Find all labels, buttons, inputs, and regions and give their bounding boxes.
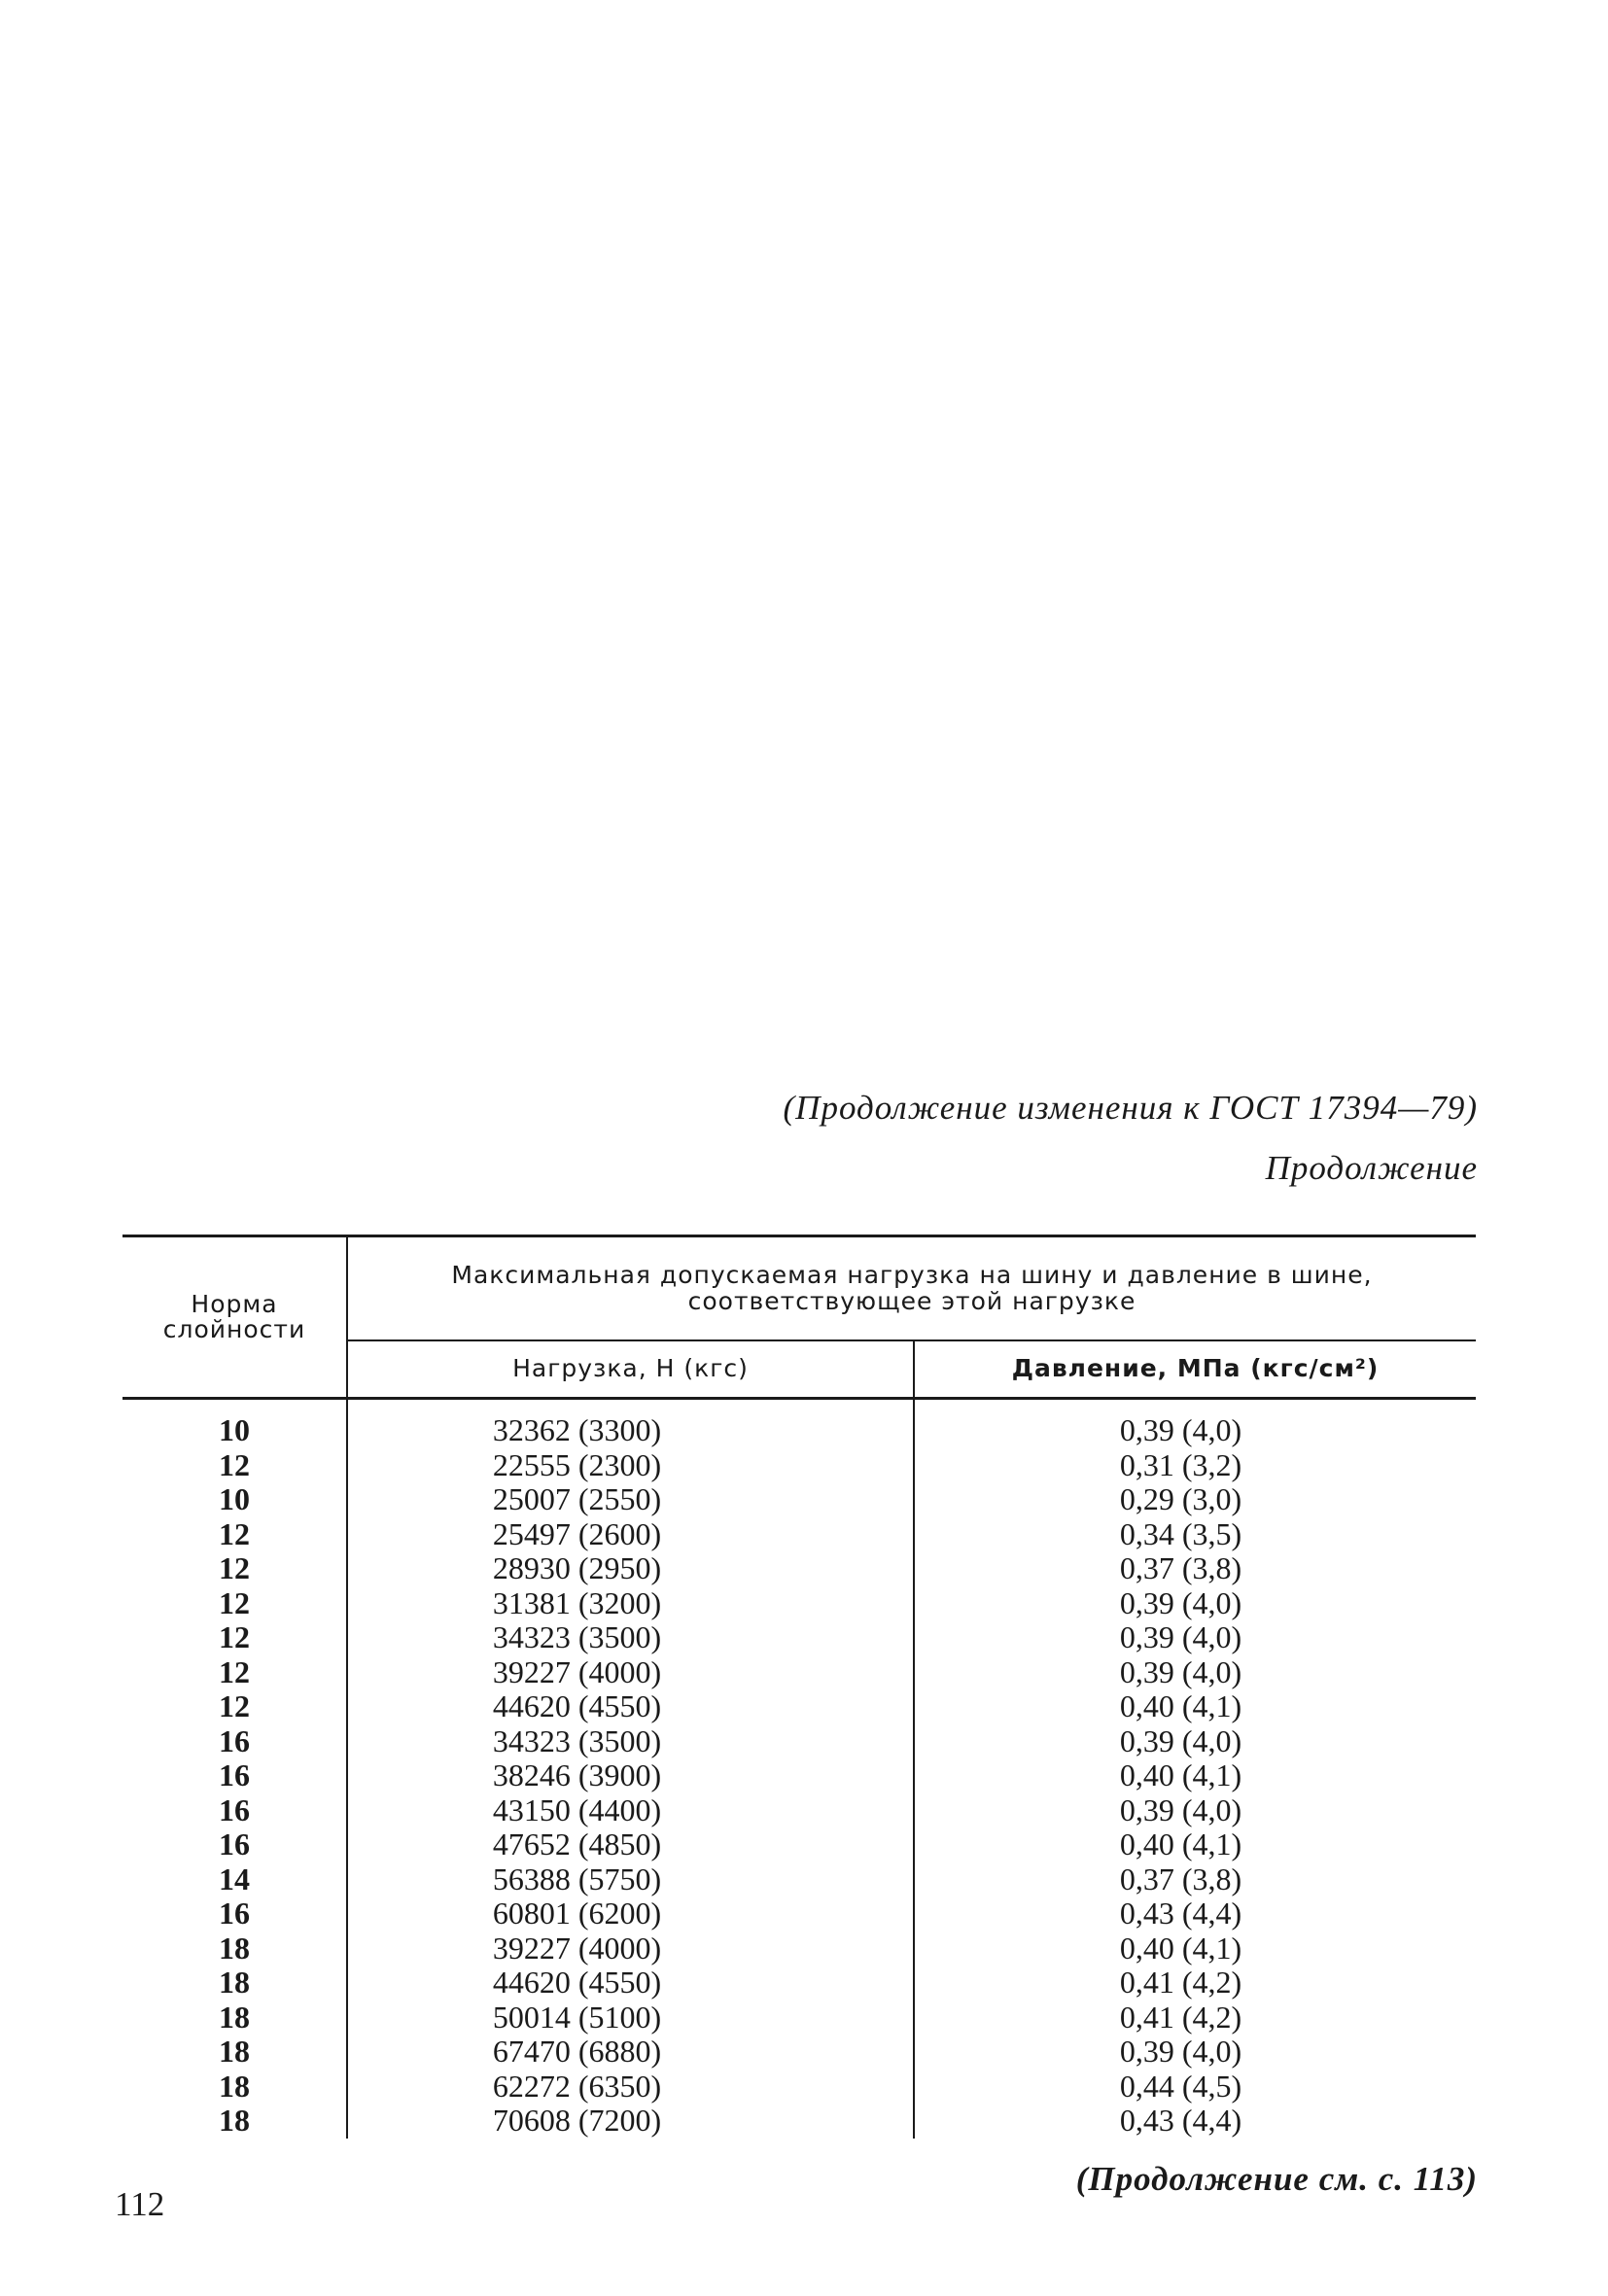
- table-row: [122, 1399, 1476, 1448]
- table-row: [122, 1620, 1476, 1655]
- pressure-cell: 0,34 (3,5): [1119, 1515, 1242, 1551]
- load-cell: 38246 (3900): [347, 1758, 914, 1793]
- pressure-cell: 0,31 (3,2): [1119, 1446, 1242, 1482]
- table-row: [122, 2035, 1476, 2070]
- column-group-header: Максимальная допускаемая нагрузка на шину и давление в шине, соответствующее этой нагрузке: [347, 1237, 1476, 1340]
- table-row: [122, 2070, 1476, 2105]
- pressure-cell: 0,37 (3,8): [1119, 1861, 1242, 1896]
- table-row: [122, 1758, 1476, 1793]
- table-header: [122, 1237, 1476, 1399]
- load-cell: 60801 (6200): [347, 1896, 914, 1931]
- load-pressure-table: [122, 1235, 1476, 2139]
- table-row: [122, 1655, 1476, 1690]
- pressure-cell: 0,41 (4,2): [1119, 1965, 1242, 2000]
- load-cell: 47652 (4850): [347, 1827, 914, 1862]
- table-row: [122, 1517, 1476, 1552]
- pressure-cell: 0,43 (4,4): [1119, 1896, 1242, 1931]
- pressure-cell: 0,39 (4,0): [1119, 1619, 1242, 1654]
- load-cell: 44620 (4550): [347, 1966, 914, 2000]
- column-header-load: Нагрузка, Н (кгс): [347, 1340, 914, 1399]
- norm-cell: 18: [122, 1966, 347, 2000]
- norm-cell: 18: [122, 2070, 347, 2105]
- pressure-cell: 0,39 (4,0): [1119, 1792, 1242, 1827]
- table-body: [122, 1399, 1476, 2139]
- page-number: 112: [115, 2185, 165, 2223]
- norm-cell: 12: [122, 1689, 347, 1724]
- table-row: [122, 1689, 1476, 1724]
- load-cell: 70608 (7200): [347, 2104, 914, 2139]
- pressure-cell: 0,39 (4,0): [1119, 1722, 1242, 1758]
- load-cell: 44620 (4550): [347, 1689, 914, 1724]
- table-row: [122, 1793, 1476, 1828]
- load-cell: 25007 (2550): [347, 1482, 914, 1517]
- pressure-cell: 0,39 (4,0): [1119, 1412, 1242, 1447]
- norm-cell: 12: [122, 1655, 347, 1690]
- pressure-cell: 0,39 (4,0): [1119, 1584, 1242, 1620]
- table-row: [122, 1827, 1476, 1862]
- table-row: [122, 1931, 1476, 1966]
- norm-cell: 16: [122, 1758, 347, 1793]
- norm-cell: 12: [122, 1448, 347, 1483]
- load-cell: 32362 (3300): [347, 1399, 914, 1448]
- norm-cell: 16: [122, 1724, 347, 1759]
- pressure-cell: 0,40 (4,1): [1119, 1688, 1242, 1723]
- norm-cell: 18: [122, 2000, 347, 2035]
- pressure-cell: 0,40 (4,1): [1119, 1826, 1242, 1861]
- load-cell: 62272 (6350): [347, 2070, 914, 2105]
- load-cell: 34323 (3500): [347, 1620, 914, 1655]
- norm-cell: 10: [122, 1399, 347, 1448]
- column-header-norm: Норма слойности: [122, 1237, 347, 1399]
- norm-cell: 16: [122, 1793, 347, 1828]
- norm-cell: 12: [122, 1517, 347, 1552]
- norm-cell: 12: [122, 1586, 347, 1621]
- table-row: [122, 1966, 1476, 2000]
- continuation-note: (Продолжение см. с. 113): [1075, 2160, 1478, 2198]
- load-cell: 25497 (2600): [347, 1517, 914, 1552]
- load-cell: 43150 (4400): [347, 1793, 914, 1828]
- pressure-cell: 0,40 (4,1): [1119, 1757, 1242, 1792]
- table-row: [122, 1586, 1476, 1621]
- load-cell: 39227 (4000): [347, 1655, 914, 1690]
- pressure-cell: 0,37 (3,8): [1119, 1550, 1242, 1585]
- load-cell: 50014 (5100): [347, 2000, 914, 2035]
- pressure-cell: 0,39 (4,0): [1119, 1653, 1242, 1689]
- pressure-cell: 0,41 (4,2): [1119, 1999, 1242, 2035]
- load-cell: 67470 (6880): [347, 2035, 914, 2070]
- norm-cell: 12: [122, 1551, 347, 1586]
- table: [122, 1237, 1476, 2139]
- table-row: [122, 1551, 1476, 1586]
- page-title: (Продолжение изменения к ГОСТ 17394—79): [783, 1089, 1478, 1127]
- table-row: [122, 2000, 1476, 2035]
- table-row: [122, 1724, 1476, 1759]
- norm-cell: 18: [122, 1931, 347, 1966]
- column-header-pressure: Давление, МПа (кгс/см²): [914, 1340, 1476, 1399]
- load-cell: 28930 (2950): [347, 1551, 914, 1586]
- norm-cell: 16: [122, 1827, 347, 1862]
- load-cell: 39227 (4000): [347, 1931, 914, 1966]
- load-cell: 31381 (3200): [347, 1586, 914, 1621]
- pressure-cell: 0,43 (4,4): [1119, 2103, 1242, 2138]
- table-row: [122, 1862, 1476, 1897]
- table-row: [122, 1482, 1476, 1517]
- pressure-cell: 0,44 (4,5): [1119, 2068, 1242, 2104]
- norm-cell: 12: [122, 1620, 347, 1655]
- norm-cell: 18: [122, 2104, 347, 2139]
- page-header: [784, 1089, 1478, 1188]
- continuation-label: Продолжение: [1265, 1149, 1478, 1187]
- load-cell: 34323 (3500): [347, 1724, 914, 1759]
- table-row: [122, 2104, 1476, 2139]
- norm-cell: 10: [122, 1482, 347, 1517]
- norm-cell: 16: [122, 1896, 347, 1931]
- norm-cell: 18: [122, 2035, 347, 2070]
- norm-cell: 14: [122, 1862, 347, 1897]
- pressure-cell: 0,39 (4,0): [1119, 2034, 1242, 2069]
- table-row: [122, 1896, 1476, 1931]
- load-cell: 56388 (5750): [347, 1862, 914, 1897]
- pressure-cell: 0,40 (4,1): [1119, 1930, 1242, 1966]
- pressure-cell: 0,29 (3,0): [1119, 1481, 1242, 1516]
- load-cell: 22555 (2300): [347, 1448, 914, 1483]
- table-row: [122, 1448, 1476, 1483]
